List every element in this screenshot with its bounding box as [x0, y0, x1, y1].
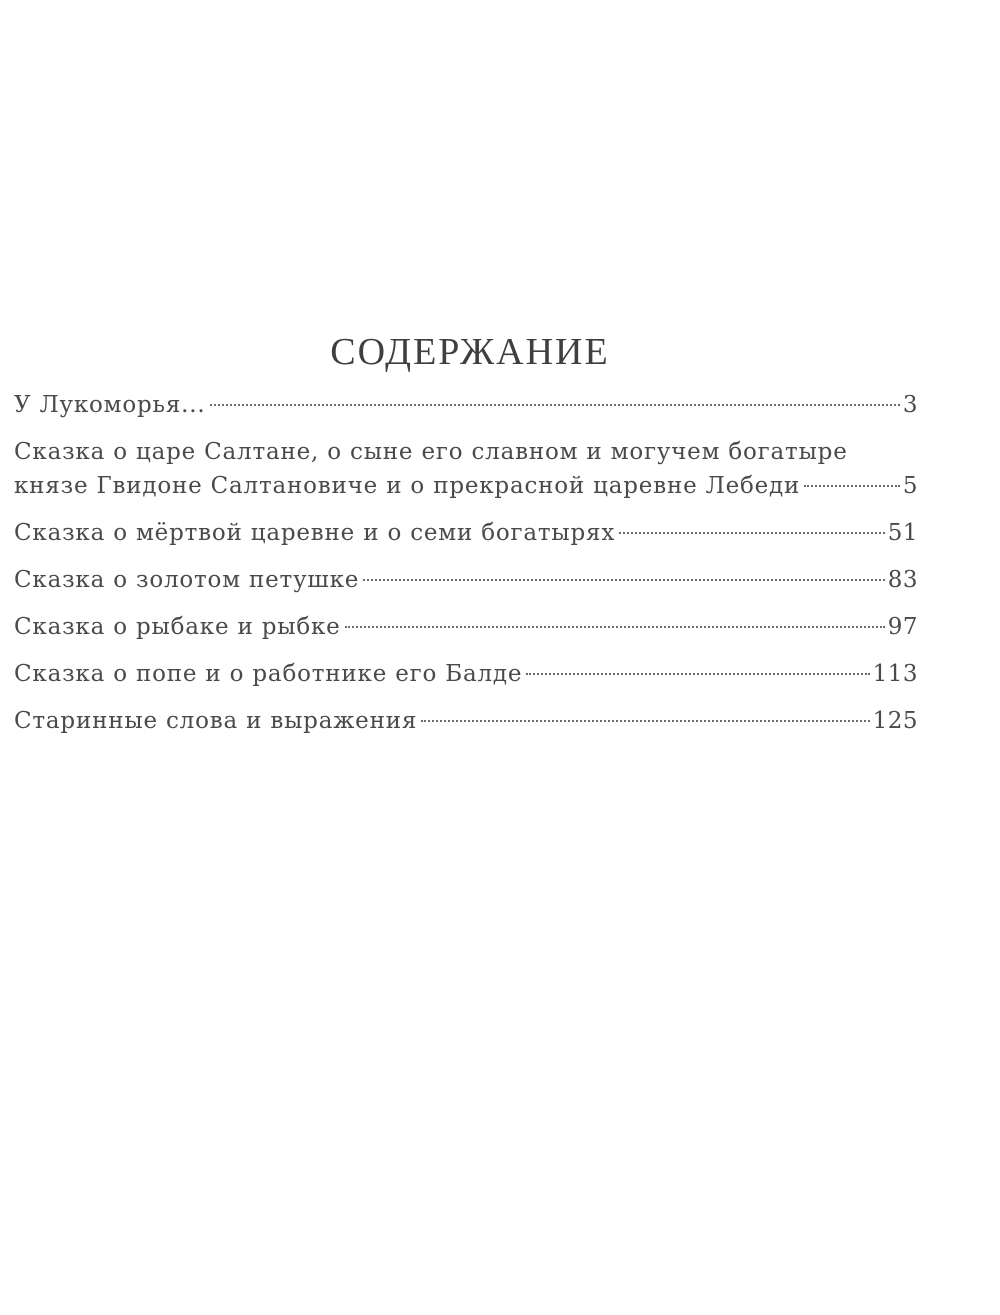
toc-page-number: 113	[872, 661, 918, 687]
toc-entry-title: У Лукоморья...	[14, 392, 206, 418]
toc-page-number: 83	[887, 567, 918, 593]
toc-entry[interactable]	[14, 388, 918, 422]
toc-entry[interactable]	[14, 563, 918, 597]
toc-page-number: 3	[902, 392, 918, 418]
toc-page-number: 51	[887, 520, 918, 546]
toc-entry[interactable]	[14, 657, 918, 691]
dot-leader	[210, 404, 900, 406]
dot-leader	[363, 579, 885, 581]
dot-leader	[804, 485, 900, 487]
toc-entry-title: Сказка о мёртвой царевне и о семи богатырях	[14, 520, 616, 546]
dot-leader	[421, 720, 869, 722]
toc-entry-title: князе Гвидоне Салтановиче и о прекрасной царевне Лебеди	[14, 473, 801, 499]
page-title: СОДЕРЖАНИЕ	[330, 331, 610, 373]
dot-leader	[526, 673, 869, 675]
toc-page-number: 5	[902, 473, 918, 499]
toc-entry[interactable]	[14, 435, 918, 503]
dot-leader	[345, 626, 885, 628]
toc-entry[interactable]	[14, 704, 918, 738]
table-of-contents	[14, 388, 918, 751]
toc-entry-title: Старинные слова и выражения	[14, 708, 418, 734]
toc-page-number: 97	[887, 614, 918, 640]
dot-leader	[619, 532, 885, 534]
toc-entry[interactable]	[14, 610, 918, 644]
toc-entry[interactable]	[14, 516, 918, 550]
toc-entry-title-line: Сказка о царе Салтане, о сыне его славном и могучем богатыре	[14, 439, 848, 465]
toc-entry-title: Сказка о попе и о работнике его Балде	[14, 661, 523, 687]
toc-entry-title: Сказка о рыбаке и рыбке	[14, 614, 341, 640]
toc-page-number: 125	[872, 708, 918, 734]
toc-entry-title: Сказка о золотом петушке	[14, 567, 360, 593]
